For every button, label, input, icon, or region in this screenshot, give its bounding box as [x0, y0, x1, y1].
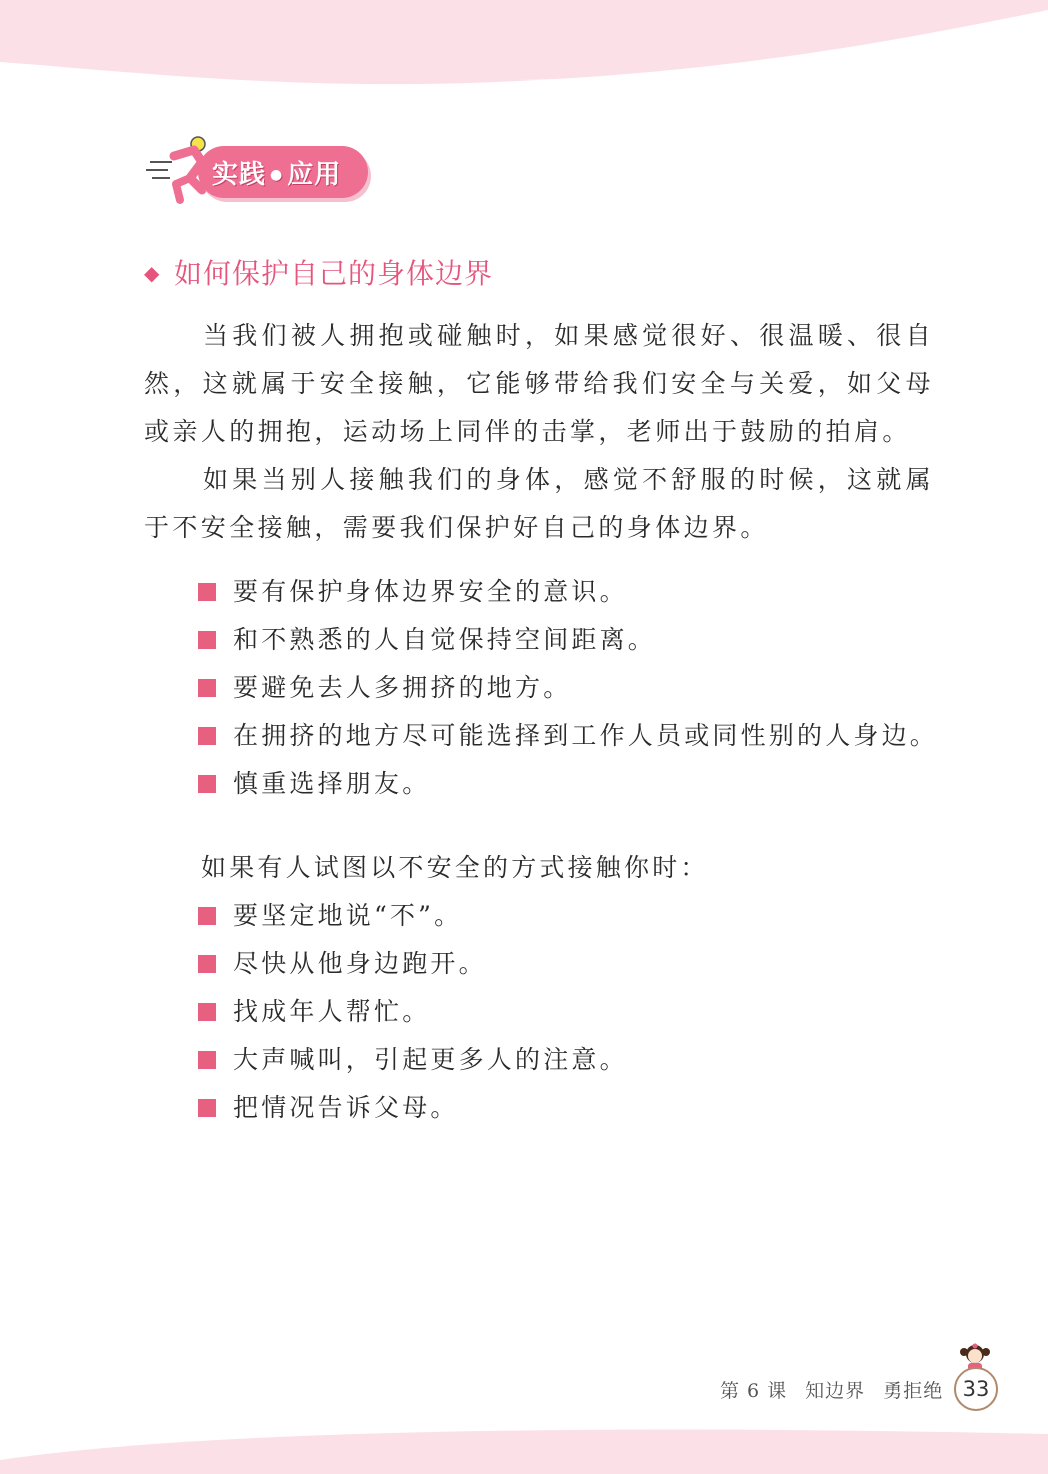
square-bullet-icon	[198, 1051, 216, 1069]
list-item: 把情况告诉父母。	[198, 1084, 628, 1132]
page-footer	[720, 1376, 961, 1403]
square-bullet-icon	[198, 679, 216, 697]
square-bullet-icon	[198, 727, 216, 745]
section-heading	[144, 252, 493, 292]
page-number: 33	[954, 1367, 998, 1411]
section-title: 如何保护自己的身体边界	[174, 257, 494, 290]
protection-tips-list	[198, 568, 938, 808]
badge-title: 实践 ● 应用	[212, 160, 342, 190]
square-bullet-icon	[198, 955, 216, 973]
list-item: 大声喊叫，引起更多人的注意。	[198, 1036, 628, 1084]
list-item: 和不熟悉的人自觉保持空间距离。	[198, 616, 938, 664]
footer-topic-1: 知边界	[805, 1380, 866, 1402]
square-bullet-icon	[198, 775, 216, 793]
square-bullet-icon	[198, 907, 216, 925]
lead-sentence: 如果有人试图以不安全的方式接触你时：	[201, 853, 709, 882]
list-item: 尽快从他身边跑开。	[198, 940, 628, 988]
top-decorative-band	[0, 0, 1048, 100]
list-item: 找成年人帮忙。	[198, 988, 628, 1036]
section-badge	[146, 132, 376, 212]
diamond-icon: ◆	[144, 261, 161, 285]
paragraph-safe-touch: 当我们被人拥抱或碰触时，如果感觉很好、很温暖、很自然，这就属于安全接触，它能够带给我们安全与关爱，如父母或亲人的拥抱，运动场上同伴的击掌，老师出于鼓励的拍肩。	[144, 321, 934, 446]
list-item: 要有保护身体边界安全的意识。	[198, 568, 938, 616]
square-bullet-icon	[198, 1099, 216, 1117]
bottom-decorative-band	[0, 1420, 1048, 1474]
square-bullet-icon	[198, 583, 216, 601]
square-bullet-icon	[198, 1003, 216, 1021]
list-item: 在拥挤的地方尽可能选择到工作人员或同性别的人身边。	[198, 712, 938, 760]
paragraph-unsafe-touch: 如果当别人接触我们的身体，感觉不舒服的时候，这就属于不安全接触，需要我们保护好自己的身体边界。	[144, 465, 934, 542]
list-item: 要坚定地说“不”。	[198, 892, 628, 940]
list-item: 慎重选择朋友。	[198, 760, 938, 808]
footer-topic-2: 勇拒绝	[883, 1380, 944, 1402]
response-actions-list	[198, 892, 628, 1132]
list-item: 要避免去人多拥挤的地方。	[198, 664, 938, 712]
footer-lesson: 第 6 课	[720, 1380, 788, 1402]
square-bullet-icon	[198, 631, 216, 649]
